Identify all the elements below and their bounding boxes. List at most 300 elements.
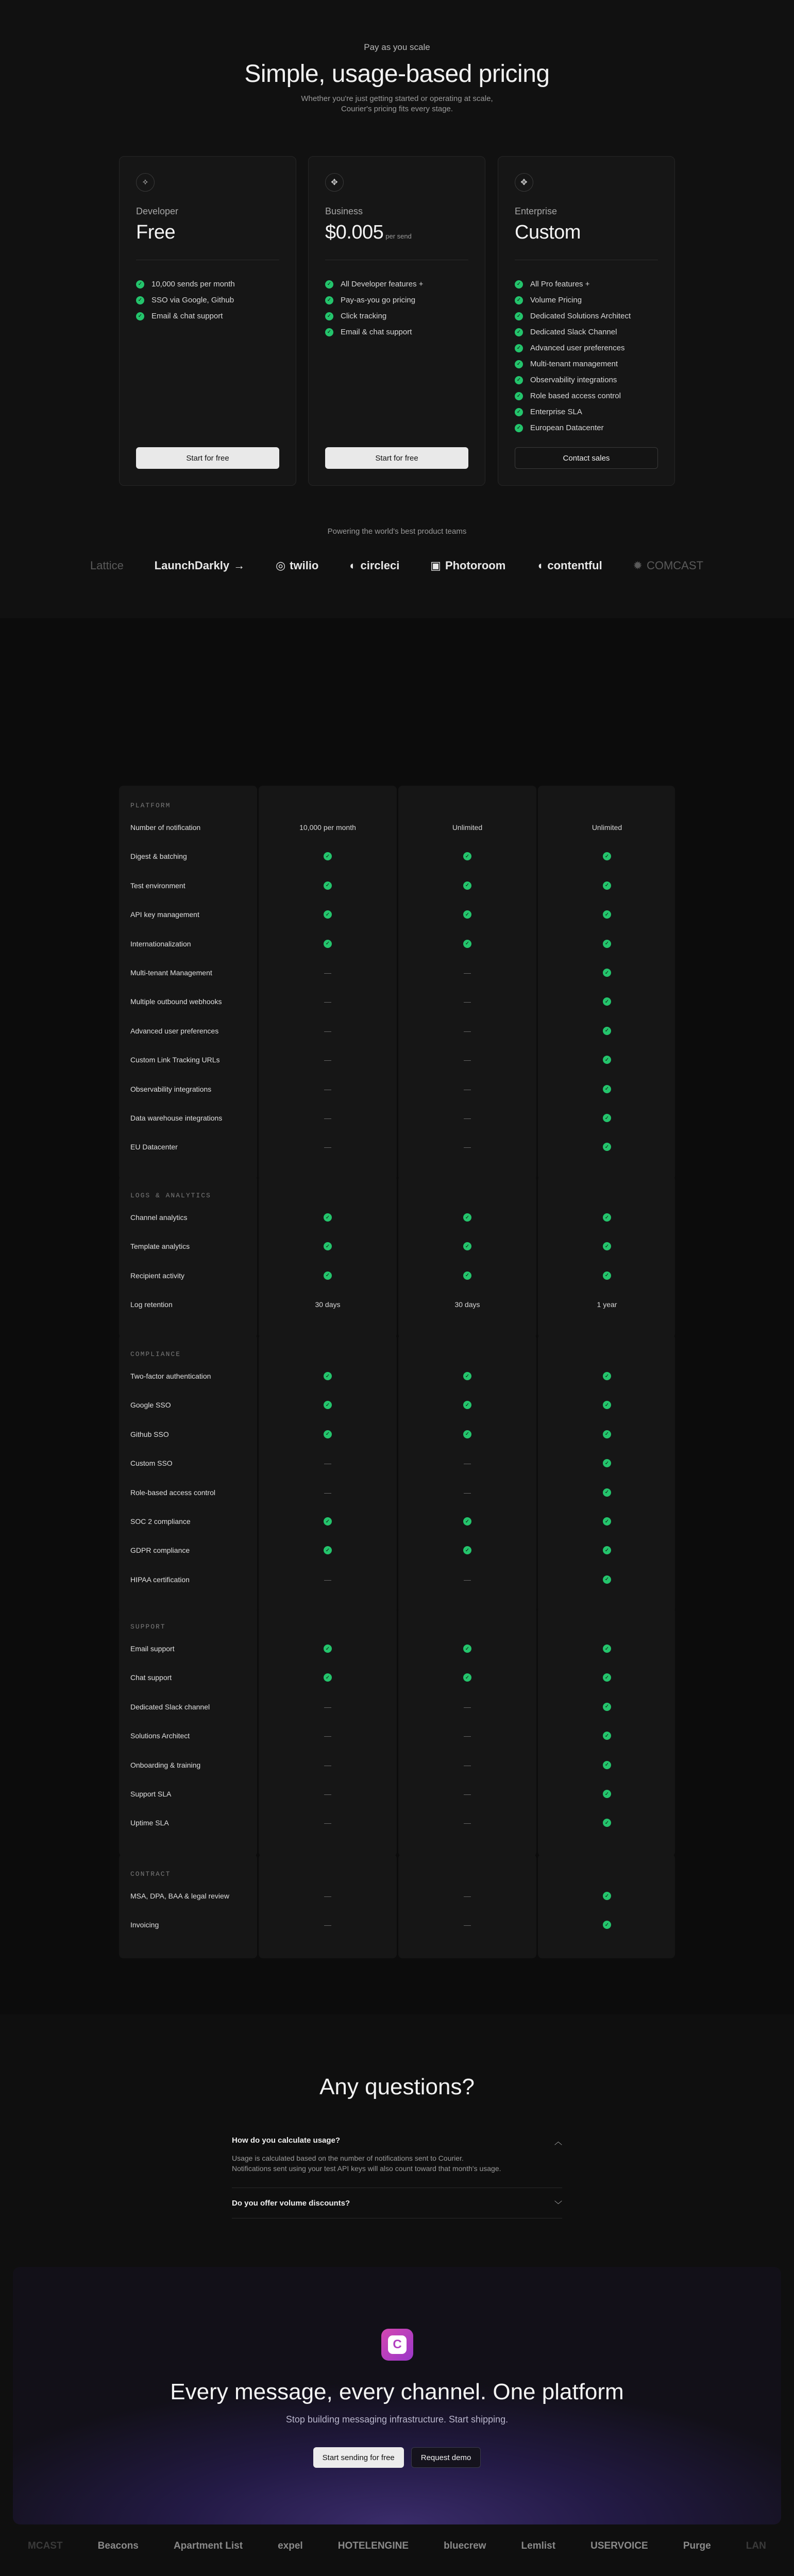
list-item: ✓ SSO via Google, Github — [136, 292, 235, 308]
dash-icon: — — [464, 1921, 471, 1929]
list-item: ✓ All Developer features + — [325, 276, 424, 292]
check-icon: ✓ — [136, 280, 144, 289]
feature-label: MSA, DPA, BAA & legal review — [130, 1892, 229, 1900]
table-cell-not-included — [398, 1026, 536, 1036]
plan-card-enterprise — [498, 156, 675, 486]
dash-icon: — — [324, 1790, 331, 1798]
cta-subtitle: Stop building messaging infrastructure. Start shipping. — [285, 2414, 509, 2425]
table-cell-value: 10,000 per month — [299, 823, 356, 832]
table-cell-not-included — [259, 1142, 397, 1152]
dash-icon: — — [324, 1921, 331, 1929]
table-cell-included — [538, 1026, 676, 1036]
table-cell-included — [538, 1212, 676, 1223]
dash-icon: — — [464, 1084, 471, 1093]
dash-icon: — — [464, 1459, 471, 1468]
table-row — [119, 1449, 675, 1478]
check-icon: ✓ — [603, 1892, 611, 1900]
table-row — [119, 813, 675, 842]
table-cell-included — [538, 1891, 676, 1901]
dash-icon: — — [324, 1575, 331, 1584]
faq-answer: Usage is calculated based on the number of notifications sent to Courier. Notifications sent using your test API keys will also count toward that month's usage. — [232, 2154, 501, 2173]
cta-button-row — [0, 2447, 794, 2468]
plan-features — [136, 276, 235, 324]
customer-logo-strip — [90, 555, 703, 576]
feature-label: SOC 2 compliance — [130, 1517, 191, 1526]
table-cell-not-included — [259, 1055, 397, 1065]
table-cell-included — [538, 1084, 676, 1094]
check-icon: ✓ — [463, 882, 471, 890]
feature-label: Solutions Architect — [130, 1732, 190, 1740]
table-row — [119, 1780, 675, 1808]
chevron-down-icon[interactable]: ﹀ — [554, 2200, 562, 2209]
group-title: COMPLIANCE — [130, 1350, 181, 1358]
feature-label: Data warehouse integrations — [130, 1114, 223, 1122]
feature-label: Custom Link Tracking URLs — [130, 1056, 220, 1064]
table-cell-included — [538, 909, 676, 920]
check-icon: ✓ — [324, 910, 332, 919]
faq-item-volume-discounts[interactable] — [232, 2199, 562, 2218]
check-icon: ✓ — [515, 392, 523, 400]
table-cell-included — [259, 909, 397, 920]
list-item: ✓ Click tracking — [325, 308, 424, 324]
table-cell-included — [538, 968, 676, 978]
check-icon: ✓ — [463, 910, 471, 919]
check-icon: ✓ — [324, 1673, 332, 1682]
circleci-logo: ◐ circleci — [349, 559, 400, 572]
dash-icon: — — [324, 1819, 331, 1827]
chevron-up-icon[interactable]: ︿ — [554, 2138, 562, 2146]
table-cell-not-included — [398, 1818, 536, 1828]
table-cell-included — [398, 939, 536, 949]
faq-question[interactable]: How do you calculate usage? — [232, 2136, 341, 2145]
check-icon: ✓ — [463, 940, 471, 948]
footer-logo-strip — [0, 2536, 794, 2556]
table-cell-not-included — [398, 968, 536, 978]
table-cell-included — [259, 851, 397, 861]
dash-icon: — — [464, 1026, 471, 1035]
table-cell-included — [538, 1487, 676, 1498]
check-icon: ✓ — [603, 1242, 611, 1250]
plan-tier: Business — [325, 206, 363, 216]
table-cell-included — [398, 1371, 536, 1381]
table-cell-included — [259, 1516, 397, 1527]
plan-price: Free — [136, 222, 176, 243]
twilio-logo: ◎ twilio — [275, 559, 319, 572]
lemlist-logo: Lemlist — [521, 2540, 556, 2551]
check-icon: ✓ — [463, 1517, 471, 1526]
dash-icon: — — [324, 1459, 331, 1468]
powered-by-caption: Powering the world's best product teams — [327, 527, 467, 536]
check-icon: ✓ — [136, 296, 144, 304]
feature-label: Internationalization — [130, 939, 191, 948]
dash-icon: — — [324, 1760, 331, 1769]
faq-question[interactable]: Do you offer volume discounts? — [232, 2199, 350, 2208]
feature-label: Custom SSO — [130, 1459, 173, 1468]
dash-icon: — — [464, 1143, 471, 1151]
check-icon: ✓ — [603, 1056, 611, 1064]
feature-label: Log retention — [130, 1300, 173, 1309]
feature-label: Two-factor authentication — [130, 1372, 211, 1380]
table-cell-included — [259, 1643, 397, 1654]
feature-label: Multiple outbound webhooks — [130, 997, 222, 1006]
photoroom-logo: ▣ Photoroom — [430, 559, 506, 572]
check-icon: ✓ — [603, 1517, 611, 1526]
check-icon: ✓ — [324, 882, 332, 890]
list-item: ✓ Dedicated Slack Channel — [515, 324, 631, 340]
table-cell-not-included — [398, 1487, 536, 1498]
check-icon: ✓ — [325, 312, 333, 320]
table-cell-included — [538, 1731, 676, 1741]
feature-group-compliance — [119, 1334, 675, 1613]
table-row — [119, 1132, 675, 1161]
list-item: ✓ Pay-as-you go pricing — [325, 292, 424, 308]
faq-item-usage[interactable] — [232, 2136, 562, 2188]
table-cell-not-included — [398, 1789, 536, 1799]
table-cell-not-included — [398, 1458, 536, 1468]
dash-icon: — — [324, 969, 331, 977]
feature-label: Support SLA — [130, 1790, 172, 1798]
check-icon: ✓ — [325, 328, 333, 336]
hero-subtitle-line2: Courier's pricing fits every stage. — [341, 105, 453, 113]
table-row — [119, 1478, 675, 1507]
table-cell-included — [398, 909, 536, 920]
table-cell-included — [538, 1760, 676, 1770]
check-icon: ✓ — [136, 312, 144, 320]
dash-icon: — — [464, 1114, 471, 1122]
check-icon: ✓ — [603, 1575, 611, 1584]
table-cell-included — [259, 1212, 397, 1223]
feature-label: Role-based access control — [130, 1488, 215, 1497]
table-cell-included — [538, 996, 676, 1007]
table-cell-not-included — [398, 1891, 536, 1901]
table-row — [119, 1536, 675, 1565]
list-item: ✓ Multi-tenant management — [515, 356, 631, 372]
table-row — [119, 958, 675, 987]
table-row — [119, 1692, 675, 1721]
check-icon: ✓ — [515, 328, 523, 336]
check-icon: ✓ — [603, 852, 611, 860]
partial-logo: LAN — [746, 2540, 766, 2551]
check-icon: ✓ — [603, 882, 611, 890]
table-cell-not-included — [398, 996, 536, 1007]
check-icon: ✓ — [603, 1272, 611, 1280]
check-icon: ✓ — [463, 1242, 471, 1250]
table-cell-included — [259, 1545, 397, 1555]
table-row — [119, 929, 675, 958]
beacons-logo: Beacons — [97, 2540, 139, 2551]
table-row — [119, 1663, 675, 1692]
table-cell-included — [538, 1545, 676, 1555]
table-cell-not-included — [259, 1113, 397, 1123]
table-cell-value: Unlimited — [592, 823, 622, 832]
start-for-free-button[interactable]: Start for free — [136, 447, 279, 469]
request-demo-button[interactable]: Request demo — [411, 2447, 481, 2468]
dash-icon: — — [464, 1732, 471, 1740]
table-cell-not-included — [398, 1055, 536, 1065]
table-cell-not-included — [398, 1113, 536, 1123]
table-cell-not-included — [259, 1574, 397, 1585]
table-cell-not-included — [398, 1760, 536, 1770]
table-cell-included — [538, 1672, 676, 1683]
table-cell-value: 30 days — [454, 1300, 480, 1309]
plan-card-developer — [119, 156, 296, 486]
dash-icon: — — [324, 1114, 331, 1122]
check-icon: ✓ — [515, 424, 523, 432]
feature-label: Onboarding & training — [130, 1760, 201, 1769]
check-icon: ✓ — [463, 1673, 471, 1682]
table-cell-included — [398, 1643, 536, 1654]
feature-group-contract — [119, 1854, 675, 1958]
table-row — [119, 1016, 675, 1045]
table-cell-included — [538, 851, 676, 861]
table-row — [119, 871, 675, 900]
table-cell-included — [538, 1516, 676, 1527]
feature-label: Uptime SLA — [130, 1819, 169, 1827]
table-row — [119, 1565, 675, 1594]
table-cell-included — [538, 1400, 676, 1410]
table-cell-included — [259, 1429, 397, 1439]
feature-label: Invoicing — [130, 1921, 159, 1929]
table-row — [119, 1391, 675, 1419]
feature-label: Test environment — [130, 881, 185, 890]
check-icon: ✓ — [324, 1517, 332, 1526]
check-icon: ✓ — [324, 1401, 332, 1409]
table-cell-included — [398, 1672, 536, 1683]
check-icon: ✓ — [603, 1673, 611, 1682]
hero-subtitle-line1: Whether you're just getting started or operating at scale, — [301, 94, 493, 103]
table-cell-not-included — [259, 1084, 397, 1094]
check-icon: ✓ — [515, 360, 523, 368]
dash-icon: — — [324, 1702, 331, 1711]
table-cell-not-included — [259, 1920, 397, 1930]
check-icon: ✓ — [463, 1213, 471, 1222]
uservoice-logo: USERVOICE — [590, 2540, 648, 2551]
check-icon: ✓ — [324, 1372, 332, 1380]
purge-logo: Purge — [683, 2540, 711, 2551]
table-cell-included — [538, 1702, 676, 1712]
list-item: ✓ Advanced user preferences — [515, 340, 631, 356]
table-cell-included — [538, 1241, 676, 1251]
table-cell-included — [538, 1458, 676, 1468]
list-item: ✓ Email & chat support — [136, 308, 235, 324]
table-row — [119, 1261, 675, 1290]
cta-title: Every message, every channel. One platform — [170, 2379, 624, 2404]
table-cell-included — [538, 1818, 676, 1828]
check-icon: ✓ — [603, 940, 611, 948]
list-item: ✓ 10,000 sends per month — [136, 276, 235, 292]
comcast-logo: MCAST — [28, 2540, 63, 2551]
dash-icon: — — [464, 1575, 471, 1584]
hero-eyebrow: Pay as you scale — [364, 42, 430, 52]
feature-label: Github SSO — [130, 1430, 169, 1438]
feature-label: Dedicated Slack channel — [130, 1702, 210, 1711]
page-title: Simple, usage-based pricing — [244, 60, 550, 88]
table-cell-included — [259, 1371, 397, 1381]
faq-title: Any questions? — [319, 2074, 475, 2099]
check-icon: ✓ — [603, 1085, 611, 1093]
table-cell-not-included — [398, 1142, 536, 1152]
apartment-list-logo: Apartment List — [173, 2540, 243, 2551]
check-icon: ✓ — [324, 940, 332, 948]
table-cell-included — [259, 1672, 397, 1683]
check-icon: ✓ — [603, 969, 611, 977]
check-icon: ✓ — [603, 1921, 611, 1929]
table-cell-included — [259, 880, 397, 891]
group-title: LOGS & ANALYTICS — [130, 1192, 211, 1199]
table-cell-included — [538, 939, 676, 949]
table-cell-not-included — [398, 1920, 536, 1930]
dash-icon: — — [464, 1702, 471, 1711]
check-icon: ✓ — [324, 1272, 332, 1280]
table-cell-not-included — [398, 1084, 536, 1094]
table-row — [119, 1232, 675, 1261]
check-icon: ✓ — [603, 1488, 611, 1497]
check-icon: ✓ — [603, 1430, 611, 1438]
check-icon: ✓ — [463, 1401, 471, 1409]
feature-group-support — [119, 1607, 675, 1856]
table-cell-included — [538, 1643, 676, 1654]
plan-tier: Developer — [136, 206, 179, 216]
table-row — [119, 1808, 675, 1837]
table-cell-value: 1 year — [597, 1300, 617, 1309]
check-icon: ✓ — [603, 910, 611, 919]
feature-label: Chat support — [130, 1673, 172, 1682]
contentful-logo: ◖ contentful — [536, 559, 602, 572]
table-cell-included — [398, 1241, 536, 1251]
table-row — [119, 1104, 675, 1132]
feature-label: Channel analytics — [130, 1213, 188, 1222]
table-row — [119, 1721, 675, 1750]
check-icon: ✓ — [324, 1242, 332, 1250]
table-cell-included — [398, 1429, 536, 1439]
check-icon: ✓ — [603, 1703, 611, 1711]
table-cell-included — [398, 1270, 536, 1281]
dash-icon: — — [324, 1084, 331, 1093]
check-icon: ✓ — [325, 296, 333, 304]
check-icon: ✓ — [515, 280, 523, 289]
table-cell-not-included — [259, 1487, 397, 1498]
check-icon: ✓ — [603, 1114, 611, 1122]
start-sending-button[interactable]: Start sending for free — [313, 2447, 404, 2468]
plan-badge-icon: ✥ — [325, 173, 344, 192]
table-row — [119, 987, 675, 1016]
check-icon: ✓ — [515, 296, 523, 304]
table-cell-value: 30 days — [315, 1300, 341, 1309]
check-icon: ✓ — [603, 1459, 611, 1467]
plan-price: $0.005 per send — [325, 222, 412, 243]
table-cell-not-included — [259, 1789, 397, 1799]
feature-label: Number of notification — [130, 823, 201, 832]
table-cell-included — [538, 1920, 676, 1930]
plan-badge-icon: ✥ — [515, 173, 533, 192]
check-icon: ✓ — [603, 1143, 611, 1151]
check-icon: ✓ — [463, 1372, 471, 1380]
feature-label: Digest & batching — [130, 852, 187, 861]
feature-label: Advanced user preferences — [130, 1026, 219, 1035]
plan-features — [515, 276, 631, 436]
dash-icon: — — [324, 1732, 331, 1740]
dash-icon: — — [464, 969, 471, 977]
group-title: SUPPORT — [130, 1623, 166, 1631]
check-icon: ✓ — [324, 1213, 332, 1222]
feature-label: Recipient activity — [130, 1271, 185, 1280]
courier-app-icon: C — [381, 2329, 413, 2361]
check-icon: ✓ — [603, 997, 611, 1006]
table-row — [119, 1290, 675, 1319]
launchdarkly-logo: LaunchDarkly → — [154, 559, 245, 572]
check-icon: ✓ — [603, 1790, 611, 1798]
dash-icon: — — [464, 1892, 471, 1900]
dash-icon: — — [324, 1488, 331, 1497]
hotelengine-logo: HOTELENGINE — [337, 2540, 409, 2551]
check-icon: ✓ — [515, 312, 523, 320]
table-row — [119, 842, 675, 871]
check-icon: ✓ — [603, 1546, 611, 1554]
dash-icon: — — [464, 1760, 471, 1769]
table-row — [119, 1362, 675, 1391]
check-icon: ✓ — [603, 1213, 611, 1222]
check-icon: ✓ — [603, 1732, 611, 1740]
check-icon: ✓ — [603, 1761, 611, 1769]
table-cell-included — [259, 1270, 397, 1281]
list-item: ✓ Dedicated Solutions Architect — [515, 308, 631, 324]
table-cell-included — [398, 1400, 536, 1410]
dash-icon: — — [464, 1790, 471, 1798]
plan-tier: Enterprise — [515, 206, 558, 216]
dash-icon: — — [324, 997, 331, 1006]
feature-label: Template analytics — [130, 1242, 190, 1251]
table-row — [119, 1634, 675, 1663]
feature-label: Email support — [130, 1645, 175, 1653]
check-icon: ✓ — [463, 1645, 471, 1653]
list-item: ✓ Email & chat support — [325, 324, 424, 340]
check-icon: ✓ — [324, 852, 332, 860]
table-cell-not-included — [259, 1731, 397, 1741]
start-for-free-button[interactable]: Start for free — [325, 447, 468, 469]
group-title: CONTRACT — [130, 1870, 171, 1878]
feature-label: Google SSO — [130, 1401, 171, 1410]
contact-sales-button[interactable]: Contact sales — [515, 447, 658, 469]
table-cell-included — [398, 1212, 536, 1223]
list-item: ✓ Enterprise SLA — [515, 404, 631, 420]
feature-group-logs-analytics — [119, 1176, 675, 1338]
table-cell-included — [259, 1241, 397, 1251]
dash-icon: — — [464, 997, 471, 1006]
table-cell-not-included — [259, 1891, 397, 1901]
table-cell-not-included — [259, 1818, 397, 1828]
table-cell-included — [538, 1142, 676, 1152]
expel-logo: expel — [278, 2540, 303, 2551]
feature-label: Observability integrations — [130, 1084, 212, 1093]
table-cell-included — [538, 880, 676, 891]
table-row — [119, 1751, 675, 1780]
list-item: ✓ European Datacenter — [515, 420, 631, 436]
check-icon: ✓ — [603, 1819, 611, 1827]
table-cell-included — [538, 1789, 676, 1799]
list-item: ✓ All Pro features + — [515, 276, 631, 292]
table-row — [119, 1420, 675, 1449]
table-row — [119, 900, 675, 929]
table-row — [119, 1507, 675, 1536]
dash-icon: — — [324, 1056, 331, 1064]
table-cell-not-included — [259, 968, 397, 978]
table-cell-included — [538, 1371, 676, 1381]
dash-icon: — — [464, 1056, 471, 1064]
table-row — [119, 1882, 675, 1910]
dash-icon: — — [464, 1819, 471, 1827]
table-cell-included — [398, 1545, 536, 1555]
check-icon: ✓ — [515, 376, 523, 384]
